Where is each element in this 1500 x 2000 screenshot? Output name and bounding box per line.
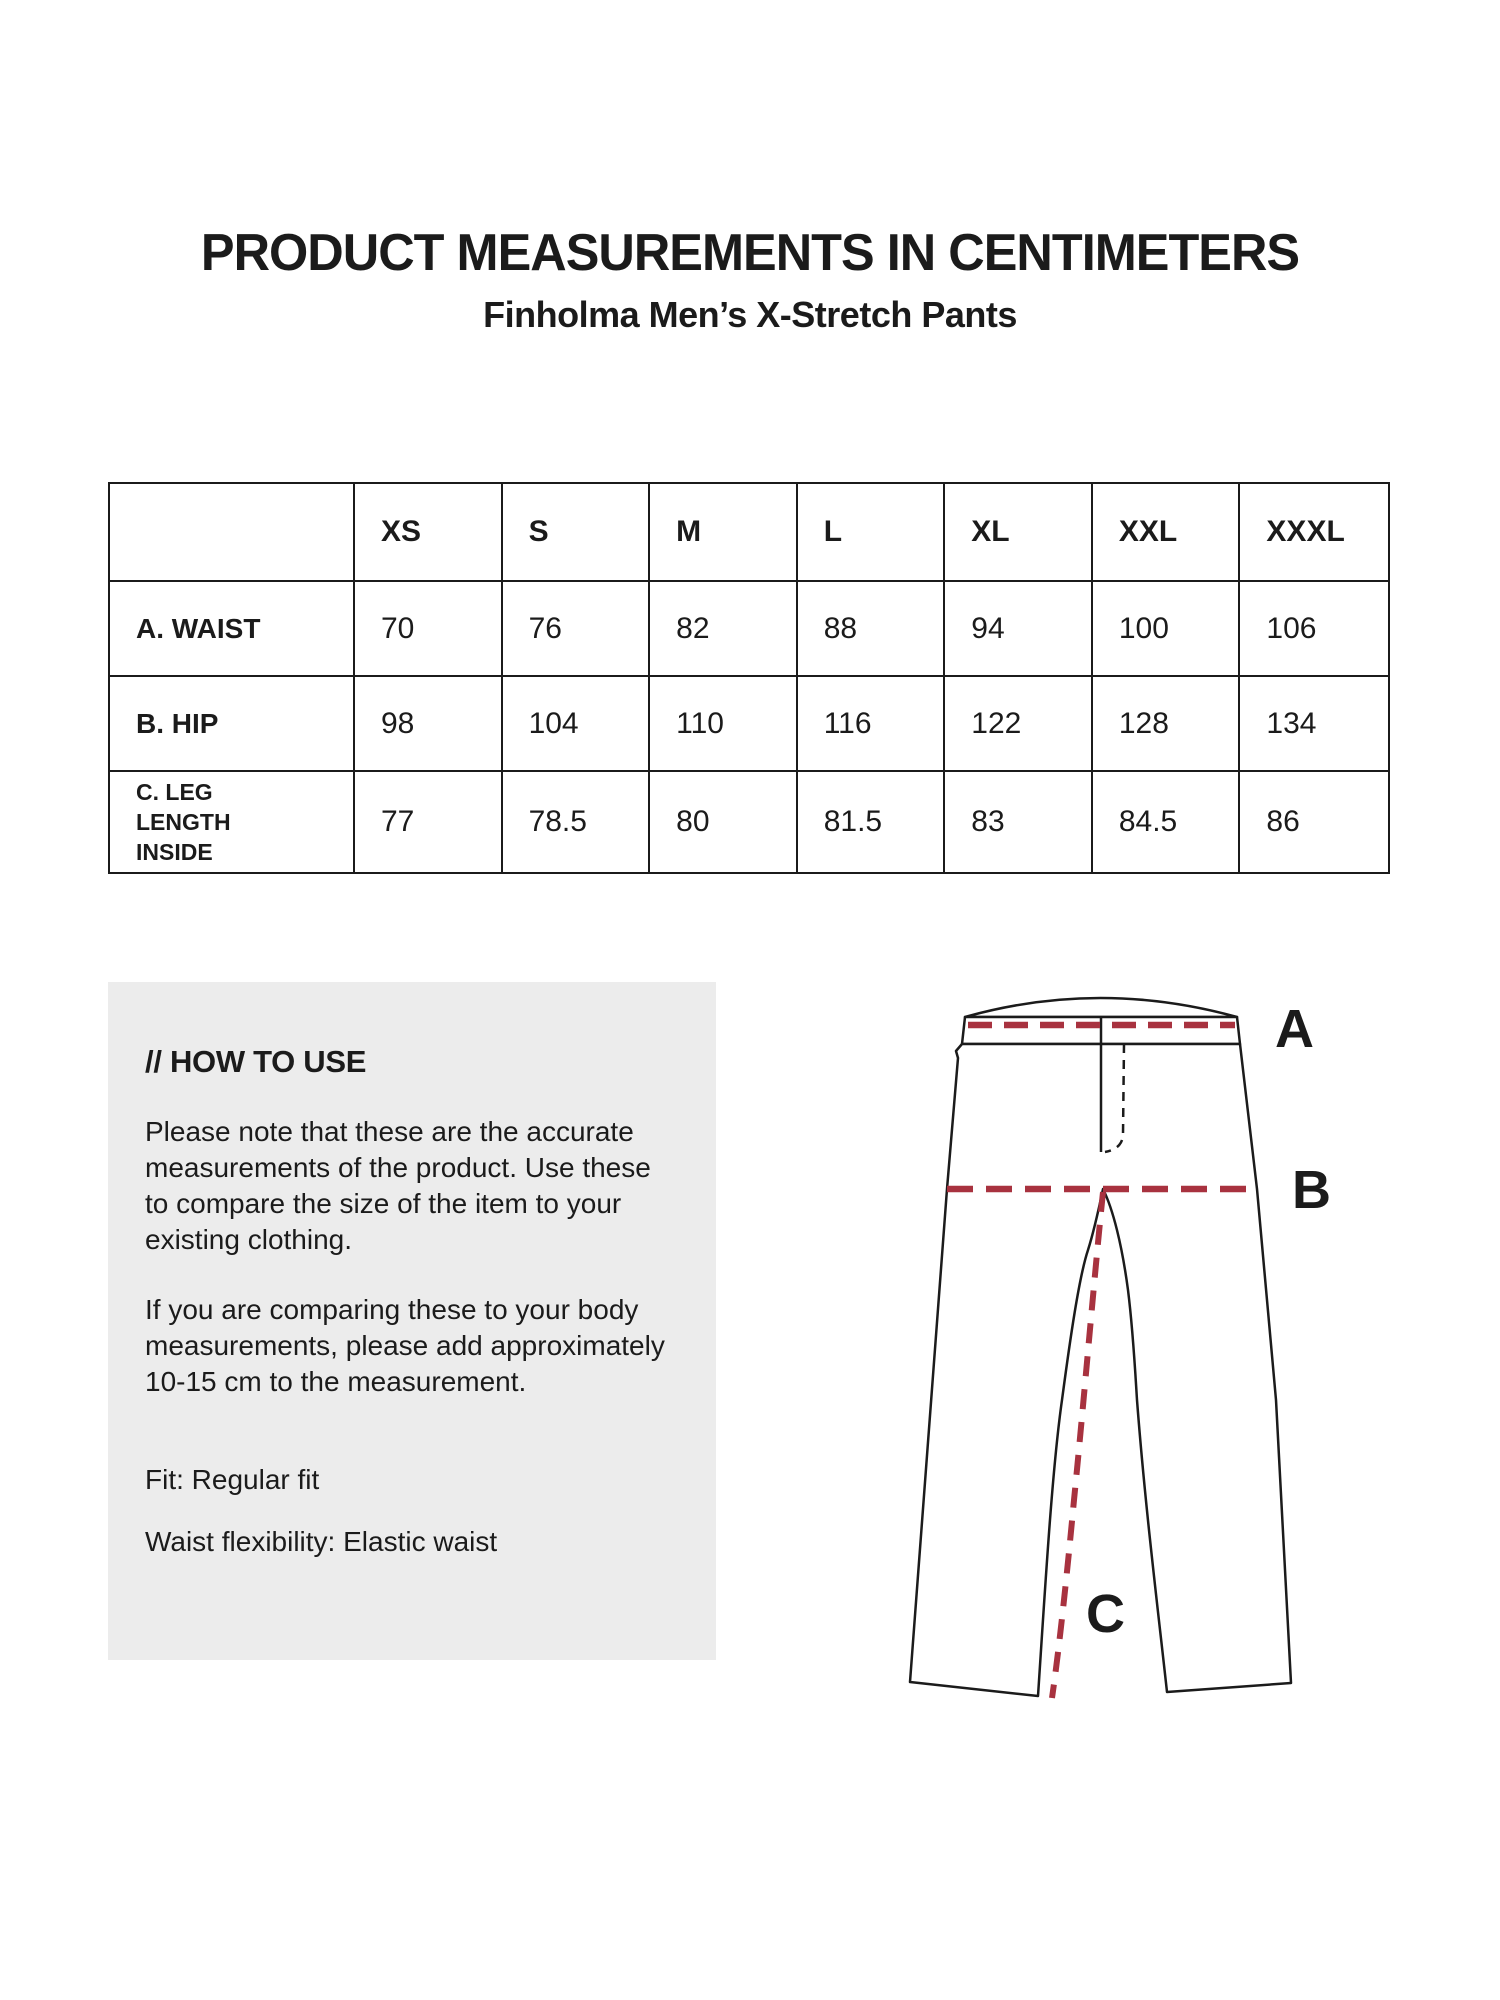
waist-value: 106 <box>1240 582 1388 677</box>
leg-length-value: 80 <box>650 772 798 872</box>
pants-illustration <box>690 950 1410 1730</box>
hip-value: 134 <box>1240 677 1388 772</box>
row-label-leg-length: C. LEG LENGTH INSIDE <box>110 772 355 872</box>
fit-spec: Fit: Regular fit <box>145 1464 320 1495</box>
label-A: A <box>1275 999 1314 1059</box>
leg-length-value: 77 <box>355 772 503 872</box>
how-to-use-heading: // HOW TO USE <box>145 1044 367 1079</box>
label-B: B <box>1292 1160 1331 1220</box>
how-to-use-panel <box>108 982 716 1660</box>
hip-value: 98 <box>355 677 503 772</box>
size-col-header-s: S <box>503 484 651 582</box>
waist-value: 76 <box>503 582 651 677</box>
page-title: PRODUCT MEASUREMENTS IN CENTIMETERS <box>200 224 1300 282</box>
size-col-header-m: M <box>650 484 798 582</box>
pants-measurement-diagram <box>690 950 1410 1730</box>
table-corner-cell <box>110 484 355 582</box>
waist-value: 82 <box>650 582 798 677</box>
waist-flexibility-spec: Waist flexibility: Elastic waist <box>145 1526 498 1557</box>
size-col-header-xxxl: XXXL <box>1240 484 1388 582</box>
label-C: C <box>1086 1584 1125 1644</box>
waist-value: 70 <box>355 582 503 677</box>
pants-waistband-arch <box>965 998 1237 1017</box>
leg-length-value: 84.5 <box>1093 772 1241 872</box>
measurement-table <box>108 482 1390 874</box>
row-label-waist: A. WAIST <box>110 582 355 677</box>
leg-length-value: 86 <box>1266 805 1300 838</box>
waist-value: 100 <box>1093 582 1241 677</box>
hip-value: 128 <box>1093 677 1241 772</box>
hip-value: 104 <box>503 677 651 772</box>
leg-length-value: 83 <box>945 772 1093 872</box>
size-col-header-xl: XL <box>945 484 1093 582</box>
leg-length-value: 78.5 <box>503 772 651 872</box>
size-col-header-xxl: XXL <box>1093 484 1241 582</box>
how-to-use-paragraph-1: Please note that these are the accurate measurements of the product. Use these to compare the size of the item to your existing clothing. <box>145 1116 651 1255</box>
product-name: Finholma Men’s X-Stretch Pants <box>483 294 1017 335</box>
waist-value: 88 <box>798 582 946 677</box>
size-col-header-l: L <box>798 484 946 582</box>
size-col-header-xs: XS <box>355 484 503 582</box>
how-to-use-paragraph-2: If you are comparing these to your body measurements, please add approximately 10-15 cm to the measurement. <box>145 1294 665 1397</box>
hip-value: 116 <box>798 677 946 772</box>
leg-length-value: 81.5 <box>798 772 946 872</box>
waist-value: 94 <box>945 582 1093 677</box>
row-label-hip: B. HIP <box>110 677 355 772</box>
hip-value: 110 <box>650 677 798 772</box>
hip-value: 122 <box>945 677 1093 772</box>
